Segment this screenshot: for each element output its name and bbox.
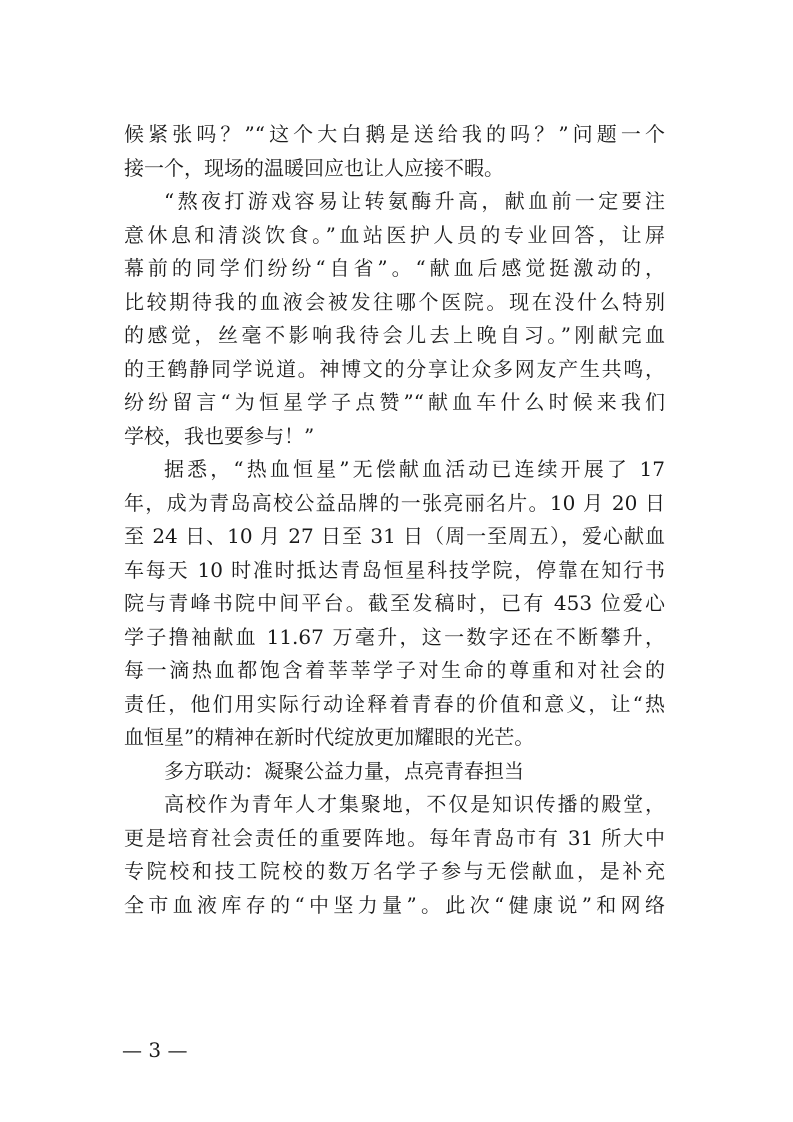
- text-line: 年，成为青岛高校公益品牌的一张亮丽名片。10 月 20 日: [124, 490, 665, 515]
- text-line: 接一个，现场的温暖回应也让人应接不暇。: [124, 155, 504, 180]
- text-line: 血恒星”的精神在新时代绽放更加耀眼的光芒。: [124, 725, 535, 749]
- text-line: 全市血液库存的“中坚力量”。此次“健康说”和网络: [124, 892, 665, 917]
- text-line: 专院校和技工院校的数万名学子参与无偿献血，是补充: [124, 859, 665, 883]
- text-line: 候紧张吗？”“这个大白鹅是送给我的吗？”问题一个: [124, 122, 665, 146]
- document-body: [124, 118, 665, 922]
- section-heading: 多方联动：凝聚公益力量，点亮青春担当: [164, 758, 524, 783]
- text-line: 车每天 10 时准时抵达青岛恒星科技学院，停靠在知行书: [124, 557, 665, 582]
- text-line: 的王鹤静同学说道。神博文的分享让众多网友产生共鸣，: [124, 356, 665, 381]
- text-line: 责任，他们用实际行动诠释着青春的价值和意义，让“热: [124, 691, 665, 716]
- text-line: 幕前的同学们纷纷“自省”。“献血后感觉挺激动的，: [124, 256, 665, 280]
- text-line: 意休息和清淡饮食。”血站医护人员的专业回答，让屏: [124, 222, 665, 247]
- paragraph-first-line: 高校作为青年人才集聚地，不仅是知识传播的殿堂，: [164, 792, 665, 816]
- text-line: 的感觉，丝毫不影响我待会儿去上晚自习。”刚献完血: [124, 323, 665, 347]
- paragraph-first-line: 据悉，“热血恒星”无偿献血活动已连续开展了 17: [164, 457, 665, 481]
- paragraph-first-line: “熬夜打游戏容易让转氨酶升高，献血前一定要注: [164, 189, 665, 213]
- text-line: 更是培育社会责任的重要阵地。每年青岛市有 31 所大中: [124, 825, 665, 850]
- text-line: 每一滴热血都饱含着莘莘学子对生命的尊重和对社会的: [124, 658, 665, 682]
- text-line: 纷纷留言“为恒星学子点赞”“献血车什么时候来我们: [124, 390, 665, 414]
- text-line: 院与青峰书院中间平台。截至发稿时，已有 453 位爱心: [124, 591, 665, 615]
- text-line: 学子撸袖献血 11.67 万毫升，这一数字还在不断攀升，: [124, 624, 665, 649]
- text-line: 至 24 日、10 月 27 日至 31 日（周一至周五），爱心献血: [124, 524, 665, 548]
- text-line: 比较期待我的血液会被发往哪个医院。现在没什么特别: [124, 289, 665, 314]
- text-line: 学校，我也要参与！”: [124, 423, 315, 448]
- page-number: — 3 —: [122, 1038, 188, 1062]
